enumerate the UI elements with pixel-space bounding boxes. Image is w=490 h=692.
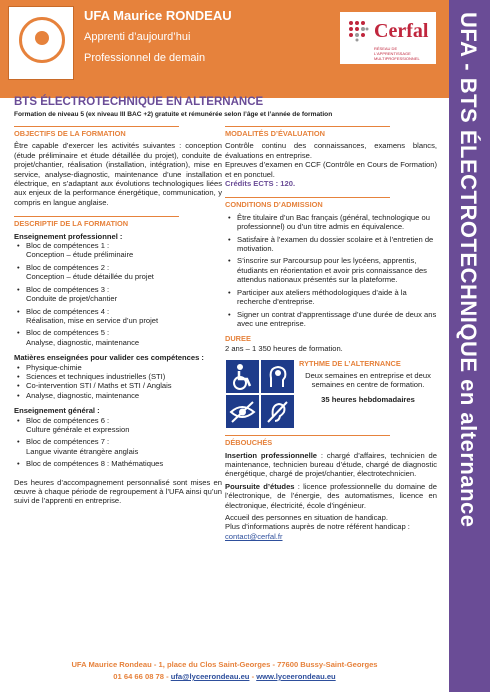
list-item: • S’inscrire sur Parcoursup pour les lycéens, apprentis, étudiants en réorientation et avoir pris connaissance des attendus nationaux présentés sur la plateforme. (225, 256, 437, 284)
list-item: • Bloc de compétences 1 : Conception – étude préliminaire (14, 241, 222, 260)
matieres-heading: Matières enseignées pour valider ces compétences : (14, 353, 204, 363)
ufa-logo (8, 6, 74, 80)
duree-heading: DUREE (225, 334, 251, 344)
list-item: • Analyse, diagnostic, maintenance (14, 391, 222, 400)
general-blocs-list (14, 416, 222, 469)
list-item: • Co-intervention STI / Maths et STI / Anglais (14, 381, 222, 390)
ects: Crédits ECTS : 120. (225, 179, 296, 189)
list-item: • Bloc de compétences 2 : Conception – étude détaillée du projet (14, 263, 222, 282)
admission-list (225, 213, 437, 328)
general-heading: Enseignement général : (14, 406, 100, 416)
descriptif-heading: DESCRIPTIF DE LA FORMATION (14, 219, 129, 229)
logo-dot (35, 31, 49, 45)
list-item: • Sciences et techniques industrielles (STI) (14, 372, 222, 381)
cerfal-dots-icon (348, 20, 370, 42)
tagline-1: Apprenti d’aujourd’hui (84, 31, 191, 43)
evaluation-text-1: Contrôle continu des connaissances, examens blancs, évaluations en entreprise. (225, 141, 437, 160)
side-band (449, 0, 490, 692)
cerfal-tagline: RÉSEAU DE L'APPRENTISSAGE MULTIPROFESSIONNEL (374, 46, 420, 61)
list-item: • Bloc de compétences 8 : Mathématiques (14, 459, 222, 468)
objectifs-heading: OBJECTIFS DE LA FORMATION (14, 129, 126, 138)
evaluation-text-2: Epreuves d’examen en CCF (Contrôle en Cours de Formation) et en ponctuel. (225, 160, 437, 179)
list-item: • Signer un contrat d’apprentissage d’une durée de deux ans avec une entreprise. (225, 310, 437, 329)
contact-email-link[interactable]: contact@cerfal.fr (225, 531, 283, 541)
closing-text: Des heures d’accompagnement personnalisé sont mises en œuvre à chaque période de regroupement à l’UFA ainsi qu’un suivi de l’apprenti en entreprise. (14, 477, 222, 506)
list-item: • Bloc de compétences 7 : Langue vivante étrangère anglais (14, 437, 222, 456)
hearing-impairment-icon (260, 394, 295, 429)
admission-heading: CONDITIONS D’ADMISSION (225, 200, 323, 210)
pro-blocs-list (14, 241, 222, 347)
list-item: • Être titulaire d’un Bac français (général, technologique ou professionnel) ou d’un titre admis en équivalence. (225, 213, 437, 232)
footer-contact: 01 64 66 08 78 - ufa@lyceerondeau.eu - www.lyceerondeau.eu (113, 672, 336, 681)
list-item: • Satisfaire à l’examen du dossier scolaire et à l’entretien de motivation. (225, 235, 437, 254)
debouches-pro: Insertion professionnelle : chargé d’affaires, technicien de maintenance, technicien bureau d’étude, chargé de diagnostic énergétique, chargé de projet/chantier, électrotechnicien. (225, 450, 437, 479)
right-column (225, 126, 437, 541)
duree-text: 2 ans – 1 350 heures de formation. (225, 343, 343, 353)
page-subtitle: Formation de niveau 5 (ex niveau III BAC +2) gratuite et rémunérée selon l’âge et l’année de formation (14, 111, 333, 118)
left-column (14, 126, 222, 506)
tagline-2: Professionnel de demain (84, 52, 206, 64)
page-title: BTS ÉLECTROTECHNIQUE EN ALTERNANCE (14, 96, 264, 108)
accessibility-icons (225, 359, 295, 429)
matieres-list (14, 363, 222, 401)
divider (14, 216, 179, 217)
wheelchair-icon (225, 359, 260, 394)
rythme-hours: 35 heures hebdomadaires (321, 395, 415, 405)
cerfal-wordmark: Cerfal (374, 20, 429, 42)
pro-heading: Enseignement professionnel : (14, 231, 123, 241)
rythme-section (225, 359, 437, 459)
evaluation-heading: MODALITÉS D’ÉVALUATION (225, 129, 325, 138)
rythme-block (299, 359, 437, 405)
handicap-text: Accueil des personnes en situation de handicap. (225, 512, 388, 522)
rythme-heading: RYTHME DE L’ALTERNANCE (299, 359, 401, 369)
visual-impairment-icon (225, 394, 260, 429)
divider (14, 126, 179, 127)
divider (225, 126, 390, 127)
debouches-heading: DÉBOUCHÉS (225, 438, 273, 448)
footer-web-link[interactable]: www.lyceerondeau.eu (256, 672, 336, 681)
list-item: • Bloc de compétences 3 : Conduite de projet/chantier (14, 285, 222, 304)
divider (225, 197, 390, 198)
header-band (0, 0, 449, 98)
list-item: • Participer aux ateliers méthodologiques d’aide à la recherche d’entreprise. (225, 288, 437, 307)
rythme-text: Deux semaines en entreprise et deux semaines en centre de formation. (305, 370, 431, 389)
debouches-etudes: Poursuite d’études : licence professionnelle du domaine de l’électronique, de l’énergie, des automatismes, licence en électronique, électricité, école d’ingénieur. (225, 481, 437, 510)
org-name: UFA Maurice RONDEAU (84, 8, 232, 23)
contact-line: Plus d’informations auprès de notre référent handicap : contact@cerfal.fr (225, 522, 410, 541)
objectifs-text: Être capable d’exercer les activités suivantes : conception (étude préliminaire et étude détaillée du projet), conduite de projet/chantier, réalisation (installation, intégration), mise en service, analyse-diagnostic, maintenance d’une installation électrique, en s’adaptant aux évolutions technologiques liées aux enjeux de la performance énergétique, communication, y compris en langue anglaise. (14, 141, 222, 207)
list-item: • Bloc de compétences 4 : Réalisation, mise en service d’un projet (14, 307, 222, 326)
list-item: • Bloc de compétences 6 : Culture générale et expression (14, 416, 222, 435)
footer-email-link[interactable]: ufa@lyceerondeau.eu (170, 672, 250, 681)
mental-disability-icon (260, 359, 295, 394)
list-item: • Physique-chimie (14, 363, 222, 372)
cerfal-logo (340, 12, 436, 64)
list-item: • Bloc de compétences 5 : Analyse, diagnostic, maintenance (14, 328, 222, 347)
footer-address: UFA Maurice Rondeau - 1, place du Clos Saint-Georges - 77600 Bussy-Saint-Georges (71, 660, 378, 669)
side-title: UFA - BTS ÉLECTROTECHNIQUE en alternance (456, 12, 481, 528)
